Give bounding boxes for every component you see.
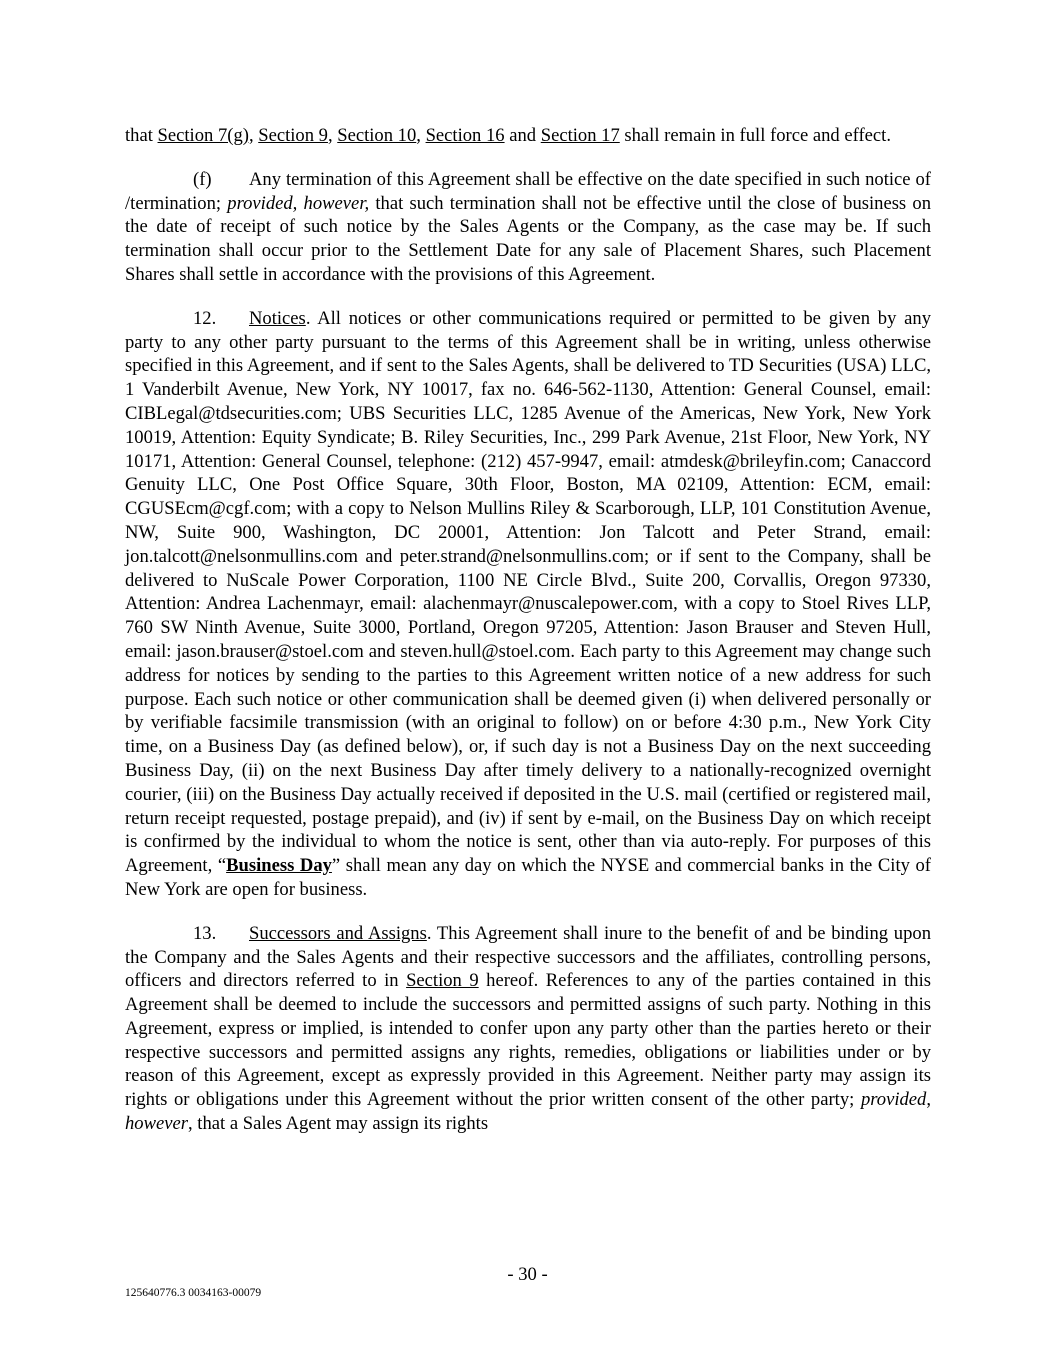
section-ref: Section 10 [337,125,417,146]
paragraph-f: (f) Any termination of this Agreement shall be effective on the date specified in such notice of /termination; provided, however, that such termination shall not be effective until the close of business on the date of receipt of such notice by the Sales Agents or the Company, as the case may be. If such termination shall occur prior to the Settlement Date for any sale of Placement Shares, such Placement Shares shall settle in accordance with the provisions of this Agreement. [125,168,931,285]
section-ref: Section 17 [540,125,620,146]
defined-term: Business Day [226,855,332,877]
section-number: 13. [193,922,217,944]
section-heading: Notices [249,307,306,329]
section-13-successors: 13. Successors and Assigns. This Agreement shall inure to the benefit of and be binding upon the Company and the Sales Agents and their respective successors and the affiliates, controlling persons, officers and directors referred to in Section 9 hereof. References to any of the parties contained in this Agreement shall be deemed to include the successors and permitted assigns of such party. Nothing in this Agreement, express or implied, is intended to confer upon any party other than the parties hereto or their respective successors and permitted assigns any rights, remedies, obligations or liabilities under or by reason of this Agreement, except as expressly provided in this Agreement. Neither party may assign its rights or obligations under this Agreement without the prior written consent of the other party; provided, however, that a Sales Agent may assign its rights [125,922,932,1135]
paragraph-continuation: that Section 7(g), Section 9, Section 10, Section 16 and Section 17 shall remain in full force and effect. [125,125,891,146]
page-number: - 30 - [507,1264,548,1285]
section-ref: Section 9 [406,970,479,992]
section-ref: Section 16 [425,125,505,146]
subsection-label: (f) [193,168,212,190]
section-ref: Section 9 [258,125,328,146]
section-12-notices: 12. Notices. All notices or other communications required or permitted to be given by any party to any other party pursuant to the terms of this Agreement shall be in writing, unless otherwise specified in this Agreement, and if sent to the Sales Agents, shall be delivered to TD Securities (USA) LLC, 1 Vanderbilt Avenue, New York, NY 10017, fax no. 646-562-1130, Attention: General Counsel, email: CIBLegal@tdsecurities.com; UBS Securities LLC, 1285 Avenue of the Americas, New York, New York 10019, Attention: Equity Syndicate; B. Riley Securities, Inc., 299 Park Avenue, 21st Floor, New York, NY 10171, Attention: General Counsel, telephone: (212) 457-9947, email: atmdesk@brileyfin.com; Canaccord Genuity LLC, One Post Office Square, 30th Floor, Boston, MA 02109, Attention: ECM, email: CGUSEcm@cgf.com; with a copy to Nelson Mullins Riley & Scarborough, LLP, 101 Constitution Avenue, NW, Suite 900, Washington, DC 20001, Attention: Jon Talcott and Peter Strand, email: jon.talcott@nelsonmullins.com and peter.strand@nelsonmullins.com; or if sent to the Company, shall be delivered to NuScale Power Corporation, 1100 NE Circle Blvd., Suite 200, Corvallis, Oregon 97330, Attention: Andrea Lachenmayr, email: alachenmayr@nuscalepower.com, with a copy to Stoel Rives LLP, 760 SW Ninth Avenue, Suite 3000, Portland, Oregon 97205, Attention: Jason Brauser and Steven Hull, email: jason.brauser@stoel.com and steven.hull@stoel.com. Each party to this Agreement may change such address for notices by sending to the parties to this Agreement written notice of a new address for such purpose. Each such notice or other communication shall be deemed given (i) when delivered personally or by verifiable facsimile transmission (with an original to follow) on or before 4:30 p.m., New York City time, on a Business Day (as defined below), or, if such day is not a Business Day on the next succeeding Business Day, (ii) on the next Business Day after timely delivery to a nationally-recognized overnight courier, (iii) on the Business Day actually received if deposited in the U.S. mail (certified or registered mail, return receipt requested, postage prepaid), and (iv) if sent by e-mail, on the Business Day on which receipt is confirmed by the individual to whom the notice is sent, other than via auto-reply. For purposes of this Agreement, “Business Day” shall mean any day on which the NYSE and commercial banks in the City of New York are open for business. [125,307,931,900]
section-ref: Section 7(g) [157,125,249,146]
section-heading: Successors and Assigns [249,922,427,944]
document-id: 125640776.3 0034163-00079 [125,1287,262,1299]
body-text [125,124,931,1156]
section-number: 12. [193,307,217,329]
